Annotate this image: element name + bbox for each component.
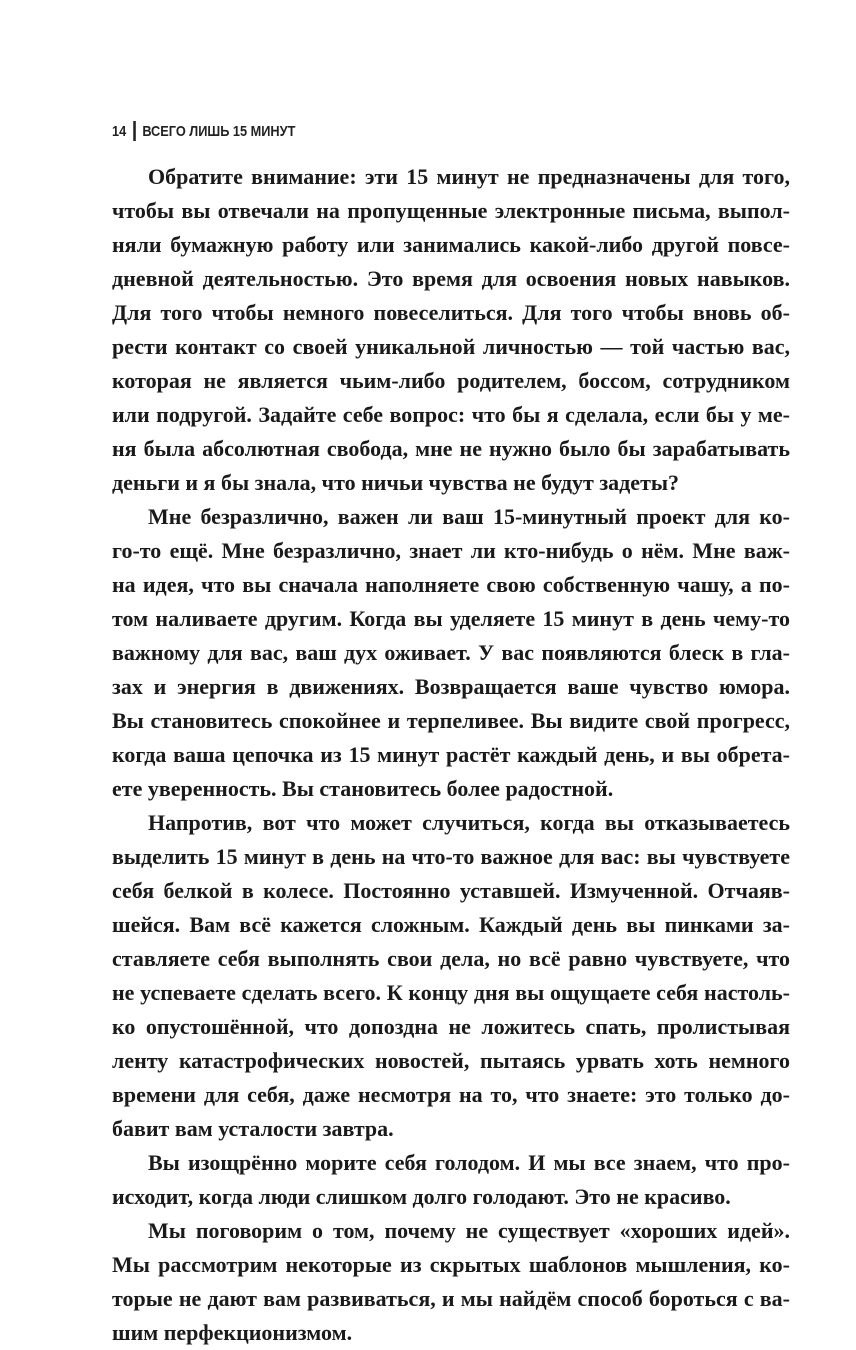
text-line: Вы изощрённо морите себя голодом. И мы все знаем, что про- xyxy=(148,1150,790,1175)
text-line: няли бумажную работу или занимались какой-либо другой повсе- xyxy=(112,232,790,257)
text-line: ко опустошённой, что допоздна не ложитесь спать, пролистывая xyxy=(112,1014,790,1039)
text-line: времени для себя, даже несмотря на то, что знаете: это только до- xyxy=(112,1082,790,1107)
text-line: не успеваете сделать всего. К концу дня вы ощущаете себя настоль- xyxy=(112,980,790,1005)
text-line: рести контакт со своей уникальной личностью — той частью вас, xyxy=(112,334,790,359)
text-line: себя белкой в колесе. Постоянно уставшей. Измученной. Отчаяв- xyxy=(112,878,790,903)
text-line: или подругой. Задайте себе вопрос: что бы я сделала, если бы у ме- xyxy=(112,402,790,427)
text-line: Мы поговорим о том, почему не существует «хороших идей». xyxy=(148,1218,790,1243)
text-line: когда ваша цепочка из 15 минут растёт каждый день, и вы обрета- xyxy=(112,742,790,767)
text-line: чтобы вы отвечали на пропущенные электронные письма, выпол- xyxy=(112,198,790,223)
text-line: Для того чтобы немного повеселиться. Для того чтобы вновь об- xyxy=(112,300,790,325)
text-line: которая не является чьим-либо родителем, боссом, сотрудником xyxy=(112,368,790,393)
text-line: торые не дают вам развиваться, и мы найдём способ бороться с ва- xyxy=(112,1286,790,1311)
body-text xyxy=(112,160,790,1350)
text-line: важному для вас, ваш дух оживает. У вас появляются блеск в гла- xyxy=(112,640,790,665)
text-line: выделить 15 минут в день на что-то важное для вас: вы чувствуете xyxy=(112,844,790,869)
text-line: том наливаете другим. Когда вы уделяете 15 минут в день чему-то xyxy=(112,606,790,631)
text-line: исходит, когда люди слишком долго голодают. Это не красиво. xyxy=(112,1184,731,1209)
text-line: Вы становитесь спокойнее и терпеливее. Вы видите свой прогресс, xyxy=(112,708,790,733)
paragraph xyxy=(112,500,790,806)
text-line: Напротив, вот что может случиться, когда вы отказываетесь xyxy=(148,810,790,835)
text-line: Мы рассмотрим некоторые из скрытых шаблонов мышления, ко- xyxy=(112,1252,790,1277)
text-line: ленту катастрофических новостей, пытаясь урвать хоть немного xyxy=(112,1048,790,1073)
running-title: ВСЕГО ЛИШЬ 15 МИНУТ xyxy=(142,122,296,140)
text-line: шейся. Вам всё кажется сложным. Каждый день вы пинками за- xyxy=(112,912,790,937)
page-number: 14 xyxy=(112,122,127,140)
text-line: зах и энергия в движениях. Возвращается ваше чувство юмора. xyxy=(112,674,790,699)
text-line: на идея, что вы сначала наполняете свою собственную чашу, а по- xyxy=(112,572,790,597)
paragraph xyxy=(112,806,790,1146)
paragraph xyxy=(112,160,790,500)
text-line: ня была абсолютная свобода, мне не нужно было бы зарабатывать xyxy=(112,436,790,461)
paragraph xyxy=(112,1146,790,1214)
text-line: бавит вам усталости завтра. xyxy=(112,1116,394,1141)
paragraph xyxy=(112,1214,790,1350)
running-header xyxy=(112,121,295,141)
text-line: го-то ещё. Мне безразлично, знает ли кто-нибудь о нём. Мне важ- xyxy=(112,538,790,563)
text-line: дневной деятельностью. Это время для освоения новых навыков. xyxy=(112,266,790,291)
text-line: шим перфекционизмом. xyxy=(112,1320,353,1345)
text-line: Обратите внимание: эти 15 минут не предназначены для того, xyxy=(148,164,790,189)
text-line: Мне безразлично, важен ли ваш 15-минутный проект для ко- xyxy=(148,504,790,529)
header-divider xyxy=(133,121,136,141)
text-line: ете уверенность. Вы становитесь более радостной. xyxy=(112,776,614,801)
text-line: деньги и я бы знала, что ничьи чувства не будут задеты? xyxy=(112,470,680,495)
text-line: ставляете себя выполнять свои дела, но всё равно чувствуете, что xyxy=(112,946,790,971)
